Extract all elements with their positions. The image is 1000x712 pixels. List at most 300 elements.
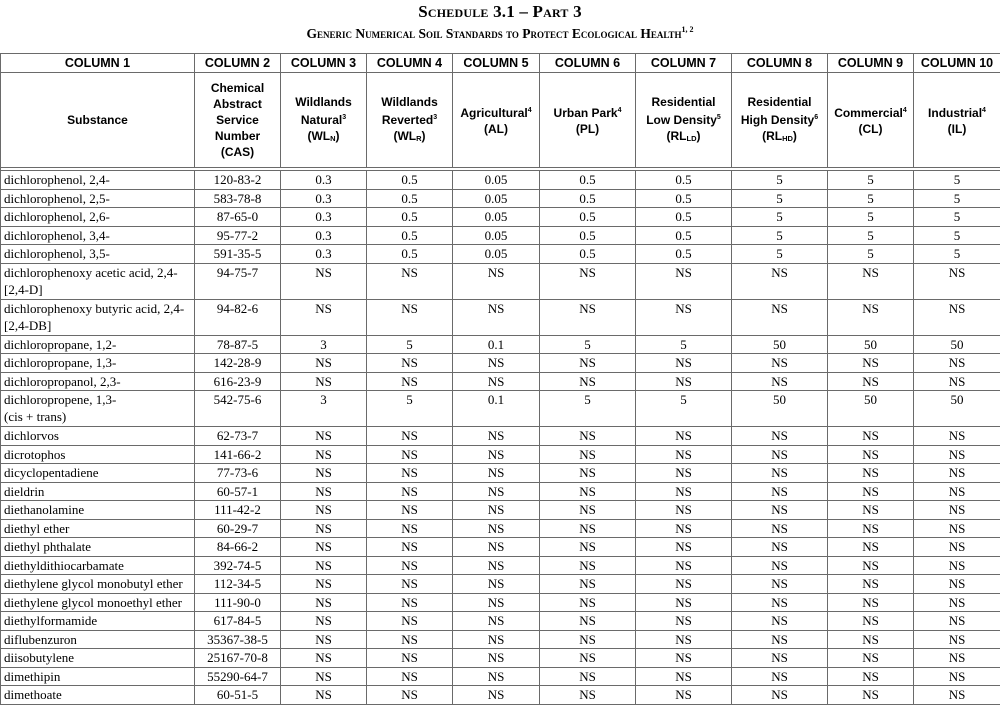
header-line: High Density [740,112,815,127]
column-header-2 [195,73,281,168]
standard-value-cell: NS [367,263,453,299]
standard-value-cell: NS [636,593,732,612]
standard-value-cell: NS [281,445,367,464]
standard-value-cell: NS [636,667,732,686]
substance-name-line: diethyl phthalate [4,539,92,554]
standard-value-cell: NS [281,538,367,557]
standard-value-cell: 0.5 [636,171,732,190]
standard-value-cell: NS [367,556,453,575]
cas-number-cell: 78-87-5 [195,335,281,354]
standard-value-cell: NS [636,299,732,335]
standard-value-cell: NS [453,556,540,575]
table-row [1,391,1000,427]
standard-value-cell: NS [914,556,1000,575]
cas-number-cell: 60-51-5 [195,686,281,705]
standard-value-cell: 0.5 [636,245,732,264]
standard-value-cell: NS [453,649,540,668]
standard-value-cell: NS [636,427,732,446]
standard-value-cell: NS [732,649,828,668]
table-row [1,445,1000,464]
standard-value-cell: 0.5 [367,208,453,227]
standard-value-cell: 5 [914,245,1000,264]
standard-value-cell: NS [914,263,1000,299]
substance-cell [1,482,195,501]
substance-name-line: diethanolamine [4,502,85,517]
header-line: (CAS) [220,145,255,159]
table-row [1,575,1000,594]
cas-number-cell: 60-57-1 [195,482,281,501]
substance-name-line: dicyclopentadiene [4,465,99,480]
standard-value-cell: 5 [732,226,828,245]
standard-value-cell: NS [281,630,367,649]
header-line: Number [214,129,261,143]
standard-value-cell: NS [828,482,914,501]
standard-value-cell: NS [732,630,828,649]
substance-cell [1,519,195,538]
substance-cell [1,427,195,446]
standard-value-cell: NS [281,519,367,538]
standard-value-cell: NS [281,299,367,335]
standard-value-cell: NS [540,501,636,520]
substance-cell [1,538,195,557]
column-header-1 [1,73,195,168]
standard-value-cell: NS [367,630,453,649]
substance-cell [1,171,195,190]
substance-name-line: [2,4-D] [4,281,43,297]
standard-value-cell: NS [281,354,367,373]
standard-value-cell: NS [281,556,367,575]
standard-value-cell: 0.1 [453,391,540,427]
substance-cell [1,667,195,686]
abbr-subscript: N [330,133,336,143]
standard-value-cell: NS [828,630,914,649]
standard-value-cell: NS [281,575,367,594]
standard-value-cell: NS [540,556,636,575]
standard-value-cell: 0.05 [453,171,540,190]
standard-value-cell: NS [828,649,914,668]
standard-value-cell: 5 [732,208,828,227]
standard-value-cell: NS [732,612,828,631]
standard-value-cell: 0.5 [540,245,636,264]
standard-value-cell: NS [732,556,828,575]
table-subtitle [0,25,1000,42]
standard-value-cell: NS [281,263,367,299]
standard-value-cell: NS [914,575,1000,594]
standard-value-cell: 5 [828,189,914,208]
standard-value-cell: NS [636,354,732,373]
column-header-6 [540,73,636,168]
standard-value-cell: 0.5 [540,208,636,227]
table-row [1,263,1000,299]
substance-cell [1,593,195,612]
standard-value-cell: NS [453,427,540,446]
table-row [1,593,1000,612]
cas-number-cell: 60-29-7 [195,519,281,538]
standard-value-cell: 0.3 [281,245,367,264]
standard-value-cell: NS [367,575,453,594]
standard-value-cell: 5 [540,335,636,354]
cas-number-cell: 55290-64-7 [195,667,281,686]
standard-value-cell: NS [732,686,828,705]
substance-name-line: diethylene glycol monoethyl ether [4,594,182,610]
standard-value-cell: NS [453,501,540,520]
standard-value-cell: 0.5 [540,171,636,190]
substance-cell [1,189,195,208]
standard-value-cell: NS [281,667,367,686]
standard-value-cell: 0.5 [367,189,453,208]
header-line: Agricultural [460,106,528,120]
standard-value-cell: NS [281,649,367,668]
standard-value-cell: NS [453,299,540,335]
standard-value-cell: NS [732,593,828,612]
standard-value-cell: NS [281,482,367,501]
substance-name-line: diflubenzuron [4,631,77,647]
header-abbreviation: $(RL_{LD})$ [666,128,701,143]
substance-name-line: diethylformamide [4,613,98,628]
standard-value-cell: NS [732,575,828,594]
standard-value-cell: NS [914,686,1000,705]
column-number-5: COLUMN 5 [453,54,540,73]
table-row [1,667,1000,686]
substance-cell [1,630,195,649]
abbr-text: CL [862,122,879,136]
table-body [1,171,1000,705]
cas-number-cell: 84-66-2 [195,538,281,557]
standard-value-cell: 0.3 [281,226,367,245]
standard-value-cell: NS [367,372,453,391]
standard-value-cell: NS [914,482,1000,501]
standard-value-cell: NS [914,649,1000,668]
abbr-subscript: HD [782,133,793,143]
column-header-7 [636,73,732,168]
substance-cell [1,556,195,575]
footnote-ref: 3 [342,113,347,121]
standard-value-cell: 5 [914,208,1000,227]
standard-value-cell: NS [540,427,636,446]
standard-value-cell: NS [828,575,914,594]
standard-value-cell: NS [828,667,914,686]
standard-value-cell: NS [914,593,1000,612]
column-header-5 [453,73,540,168]
standard-value-cell: NS [914,427,1000,446]
standard-value-cell: NS [540,612,636,631]
standard-value-cell: NS [281,686,367,705]
column-number-2: COLUMN 2 [195,54,281,73]
standard-value-cell: NS [281,612,367,631]
standard-value-cell: NS [914,538,1000,557]
standard-value-cell: NS [453,575,540,594]
standard-value-cell: 5 [367,391,453,427]
header-line: Reverted [381,112,434,127]
column-header-4 [367,73,453,168]
substance-name-line: dichlorophenol, 2,4- [4,172,110,187]
standard-value-cell: NS [367,667,453,686]
standard-value-cell: NS [453,593,540,612]
standard-value-cell: NS [453,482,540,501]
substance-cell [1,686,195,705]
standard-value-cell: NS [828,263,914,299]
standard-value-cell: 50 [914,335,1000,354]
standard-value-cell: NS [914,299,1000,335]
header-abbreviation: (IL) [947,122,967,136]
header-line: Wildlands [381,94,438,109]
standard-value-cell: 5 [828,208,914,227]
header-line: Chemical [210,81,265,95]
standard-value-cell: NS [540,575,636,594]
footnote-ref: 4 [982,107,986,114]
standard-value-cell: NS [453,538,540,557]
table-row [1,686,1000,705]
standard-value-cell: NS [367,464,453,483]
standard-value-cell: NS [636,464,732,483]
table-row [1,226,1000,245]
header-abbreviation: (AL) [484,122,508,136]
standard-value-cell: 0.5 [636,189,732,208]
standard-value-cell: NS [636,686,732,705]
standard-value-cell: 5 [732,245,828,264]
abbr-text: PL [579,122,596,136]
standard-value-cell: NS [828,519,914,538]
footnote-ref: 5 [716,113,721,121]
standard-value-cell: NS [281,501,367,520]
header-line: Low Density [646,112,717,127]
standard-value-cell: NS [732,354,828,373]
footnote-ref: 3 [433,113,438,121]
substance-name-line: diethyl ether [4,520,70,536]
standard-value-cell: NS [636,519,732,538]
standard-value-cell: NS [914,667,1000,686]
standard-value-cell: NS [281,427,367,446]
standard-value-cell: NS [914,501,1000,520]
column-number-8: COLUMN 8 [732,54,828,73]
standard-value-cell: NS [540,593,636,612]
substance-name-line: dichloropropanol, 2,3- [4,373,121,389]
standard-value-cell: NS [453,263,540,299]
table-row [1,354,1000,373]
substance-name-line: dichlorophenol, 3,5- [4,246,110,261]
standard-value-cell: 5 [732,171,828,190]
abbr-text: IL [951,122,963,136]
standard-value-cell: 50 [828,391,914,427]
table-row [1,649,1000,668]
standard-value-cell: NS [367,354,453,373]
table-row [1,519,1000,538]
abbr-text: WL [397,128,417,143]
abbr-text: RL [766,128,783,143]
standard-value-cell: NS [828,464,914,483]
column-header-9 [828,73,914,168]
standard-value-cell: NS [732,427,828,446]
standard-value-cell: NS [732,482,828,501]
subtitle-footnote-ref: 1, 2 [681,25,694,34]
standard-value-cell: NS [540,354,636,373]
standard-value-cell: NS [540,538,636,557]
standard-value-cell: NS [540,482,636,501]
standard-value-cell: NS [453,445,540,464]
standard-value-cell: NS [367,593,453,612]
standard-value-cell: NS [367,501,453,520]
standard-value-cell: NS [540,299,636,335]
substance-name-line: diethylene glycol monobutyl ether [4,576,183,591]
standard-value-cell: 0.1 [453,335,540,354]
footnote-ref: 4 [617,107,622,114]
abbr-text: WL [311,128,331,143]
standard-value-cell: NS [732,372,828,391]
standard-value-cell: 5 [914,171,1000,190]
substance-cell [1,245,195,264]
substance-name-line: dichlorophenoxy acetic acid, 2,4- [4,264,178,280]
substance-name-line: dichloropropane, 1,2- [4,336,117,352]
standard-value-cell: 0.5 [540,226,636,245]
standard-value-cell: NS [914,354,1000,373]
standard-value-cell: 5 [828,171,914,190]
substance-cell [1,575,195,594]
substance-cell [1,464,195,483]
cas-number-cell: 25167-70-8 [195,649,281,668]
standard-value-cell: NS [732,501,828,520]
standard-value-cell: NS [828,612,914,631]
substance-name-line: diethyldithiocarbamate [4,557,124,573]
standard-value-cell: NS [367,299,453,335]
standard-value-cell: NS [828,501,914,520]
substance-name-line: dicrotophos [4,446,66,462]
standard-value-cell: 0.3 [281,189,367,208]
cas-number-cell: 583-78-8 [195,189,281,208]
table-row [1,501,1000,520]
header-line: Abstract [213,97,262,111]
substance-name-line: dichlorophenol, 3,4- [4,227,110,243]
cas-number-cell: 591-35-5 [195,245,281,264]
standard-value-cell: 50 [914,391,1000,427]
header-abbreviation: $(RL_{HD})$ [762,128,797,143]
table-row [1,612,1000,631]
column-number-row [1,54,1000,73]
header-line: Residential [747,94,812,109]
standard-value-cell: NS [732,667,828,686]
header-line: Industrial [928,106,983,120]
standard-value-cell: 5 [914,226,1000,245]
standard-value-cell: 5 [828,226,914,245]
substance-cell [1,208,195,227]
cas-number-cell: 111-42-2 [195,501,281,520]
column-number-3: COLUMN 3 [281,54,367,73]
substance-cell [1,445,195,464]
standard-value-cell: NS [636,612,732,631]
table-row [1,335,1000,354]
standard-value-cell: NS [453,519,540,538]
substance-name-line: dieldrin [4,483,45,499]
substance-name-line: [2,4-DB] [4,317,52,333]
header-abbreviation: $(WL_R)$ [393,128,426,143]
column-header-8 [732,73,828,168]
column-number-10: COLUMN 10 [914,54,1000,73]
standard-value-cell: NS [453,612,540,631]
cas-number-cell: 77-73-6 [195,464,281,483]
standard-value-cell: 0.05 [453,208,540,227]
standard-value-cell: 0.5 [540,189,636,208]
header-line: Natural [300,112,343,127]
table-row [1,464,1000,483]
standard-value-cell: 0.5 [636,208,732,227]
table-row [1,372,1000,391]
standard-value-cell: 5 [636,335,732,354]
substance-cell [1,226,195,245]
table-row [1,245,1000,264]
table-row [1,482,1000,501]
substance-cell [1,263,195,299]
table-row [1,427,1000,446]
standard-value-cell: 0.5 [367,171,453,190]
substance-name-line: dichlorophenol, 2,6- [4,209,110,224]
standard-value-cell: 5 [540,391,636,427]
standard-value-cell: NS [732,263,828,299]
standard-value-cell: NS [914,464,1000,483]
substance-cell [1,501,195,520]
standard-value-cell: 5 [914,189,1000,208]
standard-value-cell: NS [828,593,914,612]
standard-value-cell: NS [367,612,453,631]
standard-value-cell: NS [828,427,914,446]
footnote-ref: 4 [527,107,532,114]
subtitle-text: Generic Numerical Soil Standards to Protect Ecological Health [306,26,682,41]
standard-value-cell: NS [914,372,1000,391]
cas-number-cell: 617-84-5 [195,612,281,631]
substance-cell [1,335,195,354]
table-row [1,630,1000,649]
substance-name-line: dichlorophenoxy butyric acid, 2,4- [4,300,185,316]
standard-value-cell: NS [732,538,828,557]
cas-number-cell: 62-73-7 [195,427,281,446]
substance-name-line: dimethoate [4,687,62,702]
cas-number-cell: 111-90-0 [195,593,281,612]
standard-value-cell: NS [281,372,367,391]
column-number-9: COLUMN 9 [828,54,914,73]
standard-value-cell: NS [828,538,914,557]
cas-number-cell: 392-74-5 [195,556,281,575]
standard-value-cell: NS [367,649,453,668]
standard-value-cell: 5 [636,391,732,427]
standard-value-cell: NS [914,519,1000,538]
standard-value-cell: NS [367,427,453,446]
standard-value-cell: NS [636,575,732,594]
table-row [1,208,1000,227]
standard-value-cell: NS [636,482,732,501]
table-row [1,189,1000,208]
standard-value-cell: NS [367,482,453,501]
standard-value-cell: 3 [281,335,367,354]
substance-name-line: (cis + trans) [4,409,67,424]
footnote-ref: 6 [814,113,819,121]
standard-value-cell: NS [453,464,540,483]
standard-value-cell: NS [732,519,828,538]
standard-value-cell: NS [828,372,914,391]
standard-value-cell: NS [540,630,636,649]
standard-value-cell: NS [540,686,636,705]
standard-value-cell: NS [636,445,732,464]
standard-value-cell: NS [367,445,453,464]
standard-value-cell: NS [540,263,636,299]
cas-number-cell: 35367-38-5 [195,630,281,649]
cas-number-cell: 94-82-6 [195,299,281,335]
standard-value-cell: 0.05 [453,189,540,208]
column-number-7: COLUMN 7 [636,54,732,73]
standard-value-cell: NS [367,538,453,557]
substance-cell [1,649,195,668]
standard-value-cell: NS [367,519,453,538]
substance-name-line: dichlorvos [4,428,59,443]
standard-value-cell: 3 [281,391,367,427]
standard-value-cell: 50 [828,335,914,354]
